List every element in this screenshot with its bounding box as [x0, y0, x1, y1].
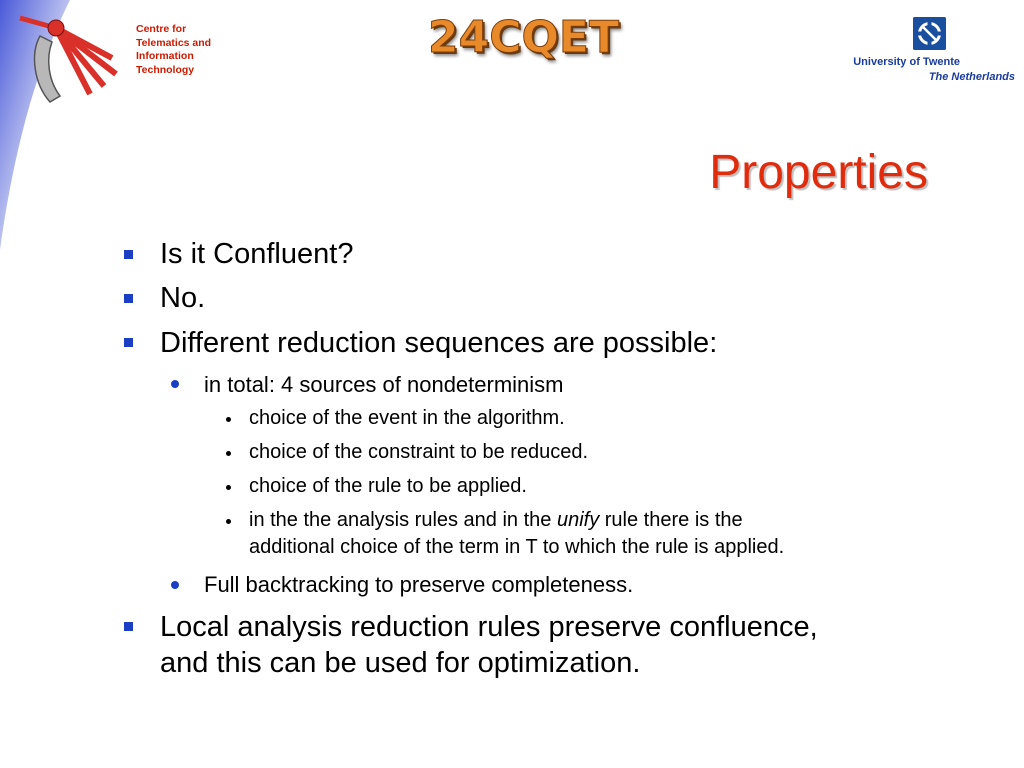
university-logo-icon — [913, 17, 946, 50]
square-bullet-icon — [124, 338, 133, 347]
bullet-line: and this can be used for optimization. — [160, 647, 641, 679]
ctit-line: Information — [136, 50, 194, 62]
unify-keyword: unify — [556, 509, 600, 531]
university-country: The Netherlands — [928, 71, 1015, 83]
round-bullet-icon — [171, 581, 179, 589]
brand-logo: 24CQET — [428, 12, 619, 63]
analysis-text: rule there is the — [599, 509, 743, 531]
sub-sub-bullet-item: choice of the constraint to be reduced. — [249, 441, 589, 463]
ctit-line: Technology — [136, 63, 195, 76]
bullet-line: Local analysis reduction rules preserve confluence, — [160, 611, 818, 643]
dot-bullet-icon — [226, 519, 231, 524]
bullet-item: Is it Confluent? — [160, 238, 354, 270]
bullet-item — [160, 609, 960, 681]
sub-sub-bullet-item: choice of the rule to be applied. — [249, 475, 527, 497]
square-bullet-icon — [124, 622, 133, 631]
ctit-name — [136, 23, 211, 77]
dot-bullet-icon — [226, 485, 231, 490]
sub-bullet-item: in total: 4 sources of nondeterminism — [204, 372, 564, 397]
ctit-line: Centre for — [136, 23, 187, 35]
slide-title: Properties — [709, 146, 928, 199]
sub-sub-bullet-continuation: additional choice of the term in T to which the rule is applied. — [249, 536, 785, 558]
sub-bullet-item: Full backtracking to preserve completeness. — [204, 572, 634, 597]
ctit-logo — [12, 14, 122, 110]
bullet-item: No. — [160, 282, 206, 314]
square-bullet-icon — [124, 294, 133, 303]
analysis-text: in the the analysis rules and in the — [249, 509, 557, 531]
round-bullet-icon — [171, 380, 179, 388]
square-bullet-icon — [124, 250, 133, 259]
dot-bullet-icon — [226, 417, 231, 422]
university-name: University of Twente — [853, 56, 960, 68]
sub-sub-bullet-item — [249, 507, 969, 534]
bullet-item: Different reduction sequences are possible: — [160, 327, 718, 359]
sub-sub-bullet-item: choice of the event in the algorithm. — [249, 407, 565, 429]
dot-bullet-icon — [226, 451, 231, 456]
ctit-line: Telematics and — [136, 36, 212, 49]
